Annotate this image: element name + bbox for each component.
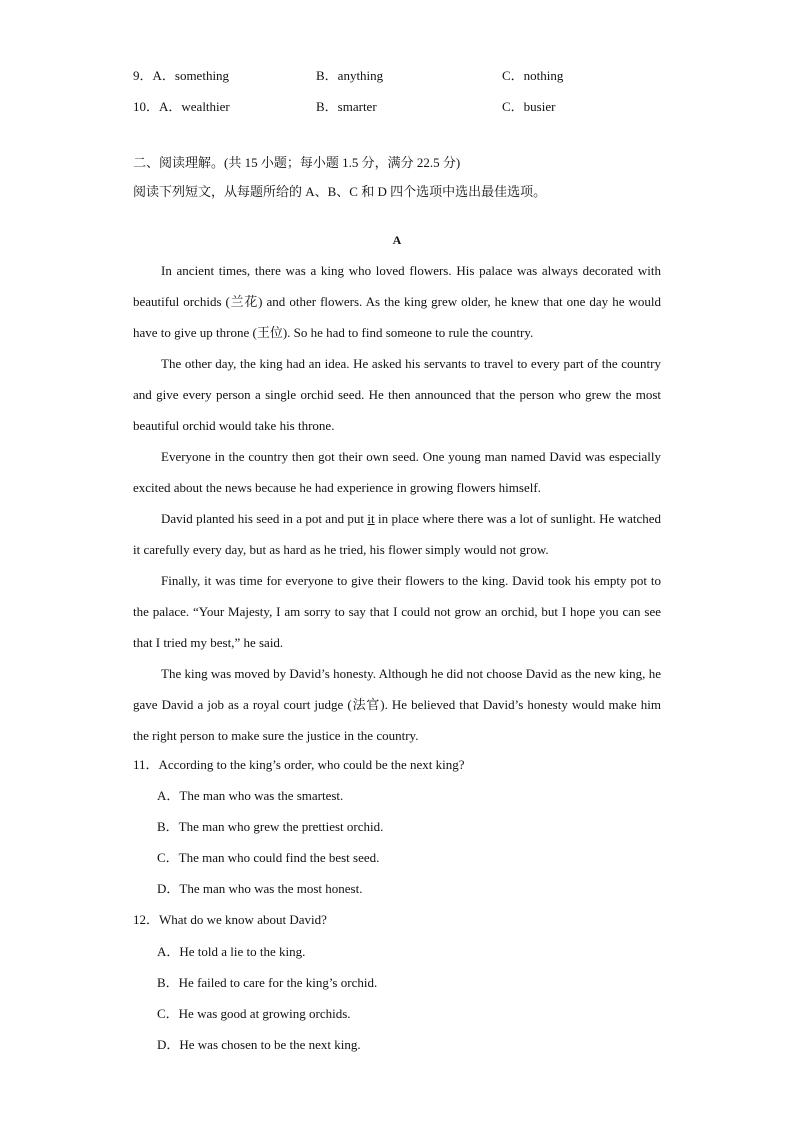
option-c: C．nothing bbox=[502, 68, 564, 83]
underlined-word: it bbox=[367, 511, 375, 526]
section-instructions: 阅读下列短文，从每题所给的 A、B、C 和 D 四个选项中选出最佳选项。 bbox=[133, 184, 547, 199]
question-11-stem: 11．According to the king’s order, who could be the next king? bbox=[133, 757, 465, 772]
question-11-option-d[interactable]: D．The man who was the most honest. bbox=[157, 881, 363, 896]
passage-paragraph bbox=[133, 503, 661, 565]
paragraph-text: in place where there was a lot of sunlight. He watched it carefully every day, but as hard as he tried, his flower simply would not grow. bbox=[133, 511, 661, 557]
question-10-options bbox=[133, 97, 663, 117]
question-11-option-c[interactable]: C．The man who could find the best seed. bbox=[157, 850, 380, 865]
paragraph-text: David planted his seed in a pot and put bbox=[161, 511, 368, 526]
reading-passage bbox=[133, 255, 661, 751]
question-9-options bbox=[133, 66, 663, 86]
question-11-option-b[interactable]: B．The man who grew the prettiest orchid. bbox=[157, 819, 384, 834]
passage-paragraph: Everyone in the country then got their own seed. One young man named David was especially excited about the news because he had experience in growing flowers himself. bbox=[133, 449, 661, 495]
question-12-option-a[interactable]: A．He told a lie to the king. bbox=[157, 944, 306, 959]
question-12-option-c[interactable]: C．He was good at growing orchids. bbox=[157, 1006, 351, 1021]
option-a: 9．A．something bbox=[133, 68, 230, 83]
option-c: C．busier bbox=[502, 99, 556, 114]
option-a: 10．A．wealthier bbox=[133, 99, 230, 114]
question-12-stem: 12．What do we know about David? bbox=[133, 912, 327, 927]
section-title: 二、阅读理解。(共 15 小题；每小题 1.5 分，满分 22.5 分) bbox=[133, 155, 461, 170]
passage-paragraph: The other day, the king had an idea. He asked his servants to travel to every part of the country and give every person a single orchid seed. He then announced that the person who grew the most beautiful orchid would take his throne. bbox=[133, 356, 661, 433]
passage-paragraph: Finally, it was time for everyone to give their flowers to the king. David took his empty pot to the palace. “Your Majesty, I am sorry to say that I could not grow an orchid, but I hope you can see that I tried my best,” he said. bbox=[133, 573, 661, 650]
question-12-option-b[interactable]: B．He failed to care for the king’s orchid. bbox=[157, 975, 378, 990]
passage-paragraph: The king was moved by David’s honesty. Although he did not choose David as the new king, he gave David a job as a royal court judge (法官). He believed that David’s honesty would make him the right person to make sure the justice in the country. bbox=[133, 666, 661, 743]
option-b: B．anything bbox=[316, 68, 384, 83]
passage-paragraph: In ancient times, there was a king who loved flowers. His palace was always decorated with beautiful orchids (兰花) and other flowers. As the king grew older, he knew that one day he would have to give up throne (王位). So he had to find someone to rule the country. bbox=[133, 263, 662, 340]
passage-label: A bbox=[392, 233, 402, 247]
question-12-option-d[interactable]: D．He was chosen to be the next king. bbox=[157, 1037, 361, 1052]
option-b: B．smarter bbox=[316, 99, 377, 114]
question-11-option-a[interactable]: A．The man who was the smartest. bbox=[157, 788, 344, 803]
